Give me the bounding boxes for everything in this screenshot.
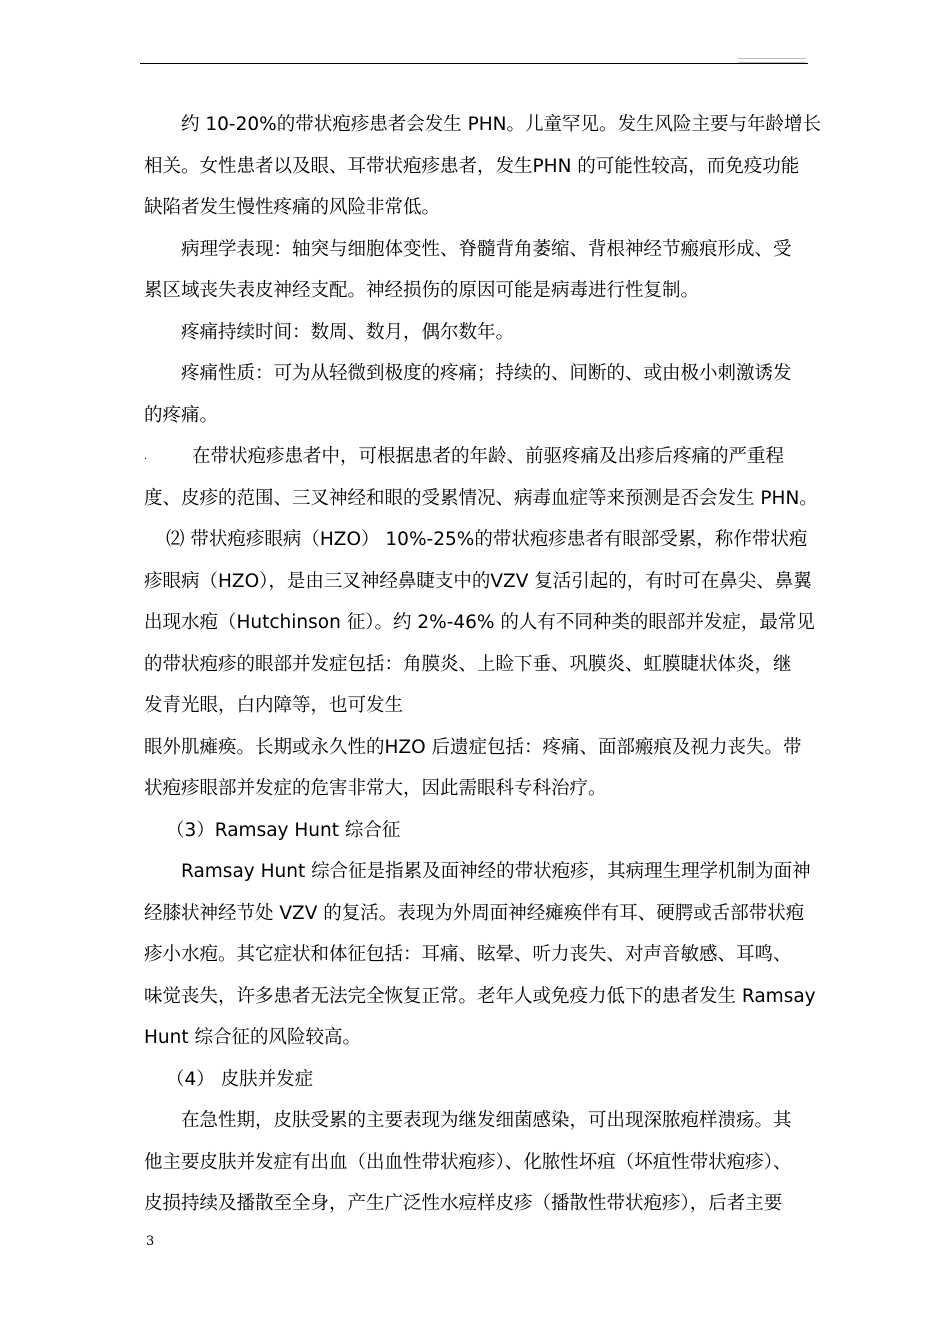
paragraph-line: 在急性期，皮肤受累的主要表现为继发细菌感染，可出现深脓疱样溃疡。其 [181,1110,792,1131]
paragraph-line: 的疼痛。 [144,404,219,426]
paragraph-line: 的带状疱疹的眼部并发症包括：角膜炎、上睑下垂、巩膜炎、虹膜睫状体炎，继 [144,653,792,675]
paragraph-line: Hunt 综合征的风险较高。 [144,1027,361,1048]
paragraph-line: 发青光眼，白内障等，也可发生 [144,695,404,716]
page-number: 3 [146,1234,155,1249]
paragraph-line: 累区域丧失表皮神经支配。神经损伤的原因可能是病毒进行性复制。 [144,280,700,301]
paragraph-line: 疹眼病（HZO），是由三叉神经鼻睫支中的VZV 复活引起的，有时可在鼻尖、鼻翼 [144,570,812,592]
paragraph-line: 约 10-20%的带状疱疹患者会发生 PHN。儿童罕见。发生风险主要与年龄增长 [181,114,822,135]
paragraph-line: 他主要皮肤并发症有出血（出血性带状疱疹）、化脓性坏疽（坏疽性带状疱疹）、 [144,1151,792,1173]
paragraph-line: 疹小水疱。其它症状和体征包括：耳痛、眩晕、听力丧失、对声音敏感、耳鸣、 [144,944,792,965]
paragraph-line: 状疱疹眼部并发症的危害非常大，因此需眼科专科治疗。 [144,778,607,799]
paragraph-line: 缺陷者发生慢性疼痛的风险非常低。 [144,197,441,218]
paragraph-line: 度、皮疹的范围、三叉神经和眼的受累情况、病毒血症等来预测是否会发生 PHN。 [144,487,818,509]
dot-marker: . [144,451,148,462]
section-heading-line: ⑵ 带状疱疹眼病（HZO） 10%-25%的带状疱疹患者有眼部受累，称作带状疱 [166,529,808,550]
paragraph-line [144,436,816,478]
paragraph-line: 皮损持续及播散至全身，产生广泛性水痘样皮疹（播散性带状疱疹），后者主要 [144,1193,783,1214]
header-mark [738,58,806,63]
paragraph-line: 疼痛性质：可为从轻微到极度的疼痛；持续的、间断的、或由极小刺激诱发 [181,363,792,384]
paragraph-line: 相关。女性患者以及眼、耳带状疱疹患者，发生PHN 的可能性较高，而免疫功能 [144,155,800,177]
paragraph-text: 在带状疱疹患者中，可根据患者的年龄、前驱疼痛及出疹后疼痛的严重程 [192,446,785,467]
paragraph-line: 经膝状神经节处 VZV 的复活。表现为外周面神经瘫痪伴有耳、硬腭或舌部带状疱 [144,902,805,924]
paragraph-line: 味觉丧失，许多患者无法完全恢复正常。老年人或免疫力低下的患者发生 Ramsay [144,985,816,1007]
paragraph-line: 疼痛持续时间：数周、数月，偶尔数年。 [181,321,515,343]
document-body [144,104,822,1225]
paragraph-line: Ramsay Hunt 综合征是指累及面神经的带状疱疹，其病理生理学机制为面神 [181,861,811,882]
section-heading: （4） 皮肤并发症 [166,1068,314,1090]
paragraph-line: 病理学表现：轴突与细胞体变性、脊髓背角萎缩、背根神经节瘢痕形成、受 [181,238,792,260]
paragraph-line: 出现水疱（Hutchinson 征）。约 2%-46% 的人有不同种类的眼部并发症，最常见 [144,612,815,633]
paragraph-line: 眼外肌瘫痪。长期或永久性的HZO 后遗症包括：疼痛、面部瘢痕及视力丧失。带 [144,736,802,758]
section-heading: （3）Ramsay Hunt 综合征 [166,819,401,841]
header-rule [140,63,808,64]
